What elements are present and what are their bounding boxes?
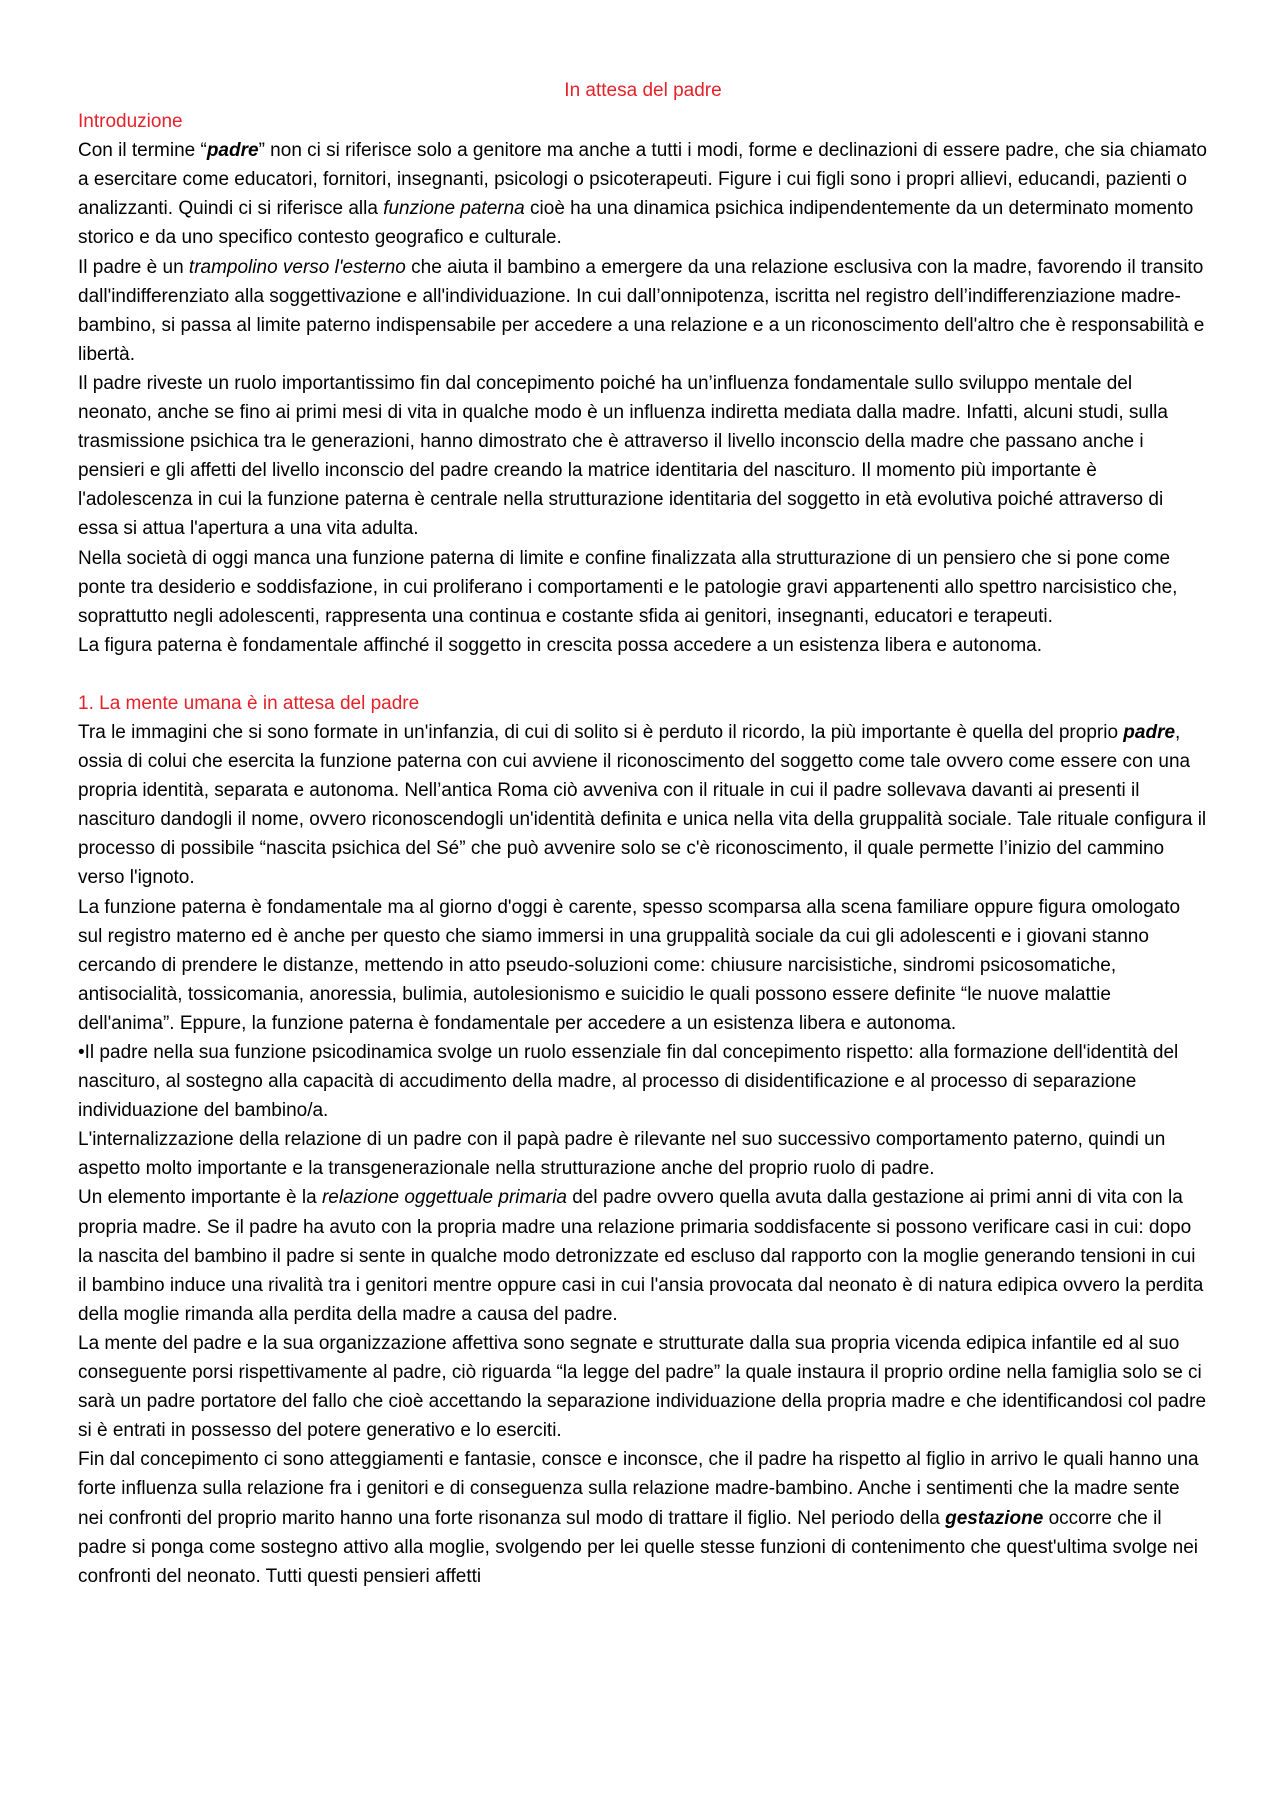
paragraph: La funzione paterna è fondamentale ma al giorno d'oggi è carente, spesso scomparsa alla scena familiare oppure figura omologato sul registro materno ed è anche per questo che siamo immersi in una gruppalità sociale da cui gli adolescenti e i giovani stanno cercando di prendere le distanze, mettendo in atto pseudo-soluzioni come: chiusure narcisistiche, sindromi psicosomatiche, antisocialità, tossicomania, anoressia, bulimia, autolesionismo e suicidio le quali possono essere definite “le nuove malattie dell'anima”. Eppure, la funzione paterna è fondamentale per accedere a un esistenza libera e autonoma. xyxy=(78,896,1181,1034)
paragraph: Nella società di oggi manca una funzione paterna di limite e confine finalizzata alla strutturazione di un pensiero che si pone come ponte tra desiderio e soddisfazione, in cui proliferano i comportamenti e le patologie gravi appartenenti allo spettro narcisistico che, soprattutto negli adolescenti, rappresenta una continua e costante sfida ai genitori, insegnanti, educatori e terapeuti. xyxy=(78,547,1178,627)
section-1-body xyxy=(78,718,1208,1591)
document-title: In attesa del padre xyxy=(564,80,722,101)
paragraph: L'internalizzazione della relazione di un padre con il papà padre è rilevante nel suo successivo comportamento paterno, quindi un aspetto molto importante e la transgenerazionale nella strutturazione anche del proprio ruolo di padre. xyxy=(78,1129,1166,1180)
paragraph: Tra le immagini che si sono formate in un'infanzia, di cui di solito si è perduto il ricordo, la più importante è quella del proprio padre, ossia di colui che esercita la funzione paterna con cui avviene il riconoscimento del soggetto come tale ovvero come essere con una propria identità, separata e autonoma. Nell’antica Roma ciò avveniva con il rituale in cui il padre sollevava davanti ai presenti il nascituro dandogli il nome, ovvero riconoscendogli un'identità definita e unica nella vita della gruppalità sociale. Tale rituale configura il processo di possibile “nascita psichica del Sé” che può avvenire solo se c'è riconoscimento, il quale permette l’inizio del cammino verso l'ignoto. xyxy=(78,721,1207,889)
bold-italic-term: gestazione xyxy=(945,1507,1044,1529)
document-page xyxy=(78,76,1208,1591)
bold-italic-term: padre xyxy=(1123,721,1176,743)
paragraph: Il padre è un trampolino verso l'esterno che aiuta il bambino a emergere da una relazione esclusiva con la madre, favorendo il transito dall'indifferenziato alla soggettivazione e all'individuazione. In cui dall’onnipotenza, iscritta nel registro dell’indifferenziazione madre-bambino, si passa al limite paterno indispensabile per accedere a una relazione e a un riconoscimento dell'altro che è responsabilità e libertà. xyxy=(78,256,1205,365)
paragraph: Con il termine “padre” non ci si riferisce solo a genitore ma anche a tutti i modi, forme e declinazioni di essere padre, che sia chiamato a esercitare come educatori, fornitori, insegnanti, psicologi o psicoterapeuti. Figure i cui figli sono i propri allievi, educandi, pazienti o analizzanti. Quindi ci si riferisce alla funzione paterna cioè ha una dinamica psichica indipendentemente da un determinato momento storico e da uno specifico contesto geografico e culturale. xyxy=(78,140,1207,249)
paragraph: La figura paterna è fondamentale affinché il soggetto in crescita possa accedere a un esistenza libera e autonoma. xyxy=(78,634,1042,656)
italic-term: relazione oggettuale primaria xyxy=(321,1187,568,1209)
italic-term: trampolino verso l'esterno xyxy=(188,256,406,278)
paragraph: La mente del padre e la sua organizzazione affettiva sono segnate e strutturate dalla sua propria vicenda edipica infantile ed al suo conseguente porsi rispettivamente al padre, ciò riguarda “la legge del padre” la quale instaura il proprio ordine nella famiglia solo se ci sarà un padre portatore del fallo che cioè accettando la separazione individuazione della propria madre e che identificandosi col padre si è entrati in possesso del potere generativo e lo eserciti. xyxy=(78,1332,1207,1442)
bold-italic-term: padre xyxy=(206,140,259,162)
section-1-heading: 1. La mente umana è in attesa del padre xyxy=(78,692,420,714)
italic-term: funzione paterna xyxy=(383,198,525,220)
paragraph: Il padre riveste un ruolo importantissimo fin dal concepimento poiché ha un’influenza fondamentale sullo sviluppo mentale del neonato, anche se fino ai primi mesi di vita in qualche modo è un influenza indiretta mediata dalla madre. Infatti, alcuni studi, sulla trasmissione psichica tra le generazioni, hanno dimostrato che è attraverso il livello inconscio della madre che passano anche i pensieri e gli affetti del livello inconscio del padre creando la matrice identitaria del nascituro. Il momento più importante è l'adolescenza in cui la funzione paterna è centrale nella strutturazione identitaria del soggetto in età evolutiva poiché attraverso di essa si attua l'apertura a una vita adulta. xyxy=(78,372,1168,540)
paragraph: Fin dal concepimento ci sono atteggiamenti e fantasie, consce e inconsce, che il padre ha rispetto al figlio in arrivo le quali hanno una forte influenza sulla relazione fra i genitori e di conseguenza sulla relazione madre-bambino. Anche i sentimenti che la madre sente nei confronti del proprio marito hanno una forte risonanza sul modo di trattare il figlio. Nel periodo della gestazione occorre che il padre si ponga come sostegno attivo alla moglie, svolgendo per lei quelle stesse funzioni di contenimento che quest'ultima svolge nei confronti del neonato. Tutti questi pensieri affetti xyxy=(78,1449,1199,1587)
paragraph: •Il padre nella sua funzione psicodinamica svolge un ruolo essenziale fin dal concepimento rispetto: alla formazione dell'identità del nascituro, al sostegno alla capacità di accudimento della madre, al processo di disidentificazione e al processo di separazione individuazione del bambino/a. xyxy=(78,1042,1179,1122)
intro-heading: Introduzione xyxy=(78,111,183,133)
paragraph: Un elemento importante è la relazione oggettuale primaria del padre ovvero quella avuta dalla gestazione ai primi anni di vita con la propria madre. Se il padre ha avuto con la propria madre una relazione primaria soddisfacente si possono verificare casi in cui: dopo la nascita del bambino il padre si sente in qualche modo detronizzate ed escluso dal rapporto con la moglie generando tensioni in cui il bambino induce una rivalità tra i genitori mentre oppure casi in cui l'ansia provocata dal neonato è di natura edipica ovvero la perdita della moglie rimanda alla perdita della madre a causa del padre. xyxy=(78,1187,1204,1325)
intro-body xyxy=(78,136,1208,660)
